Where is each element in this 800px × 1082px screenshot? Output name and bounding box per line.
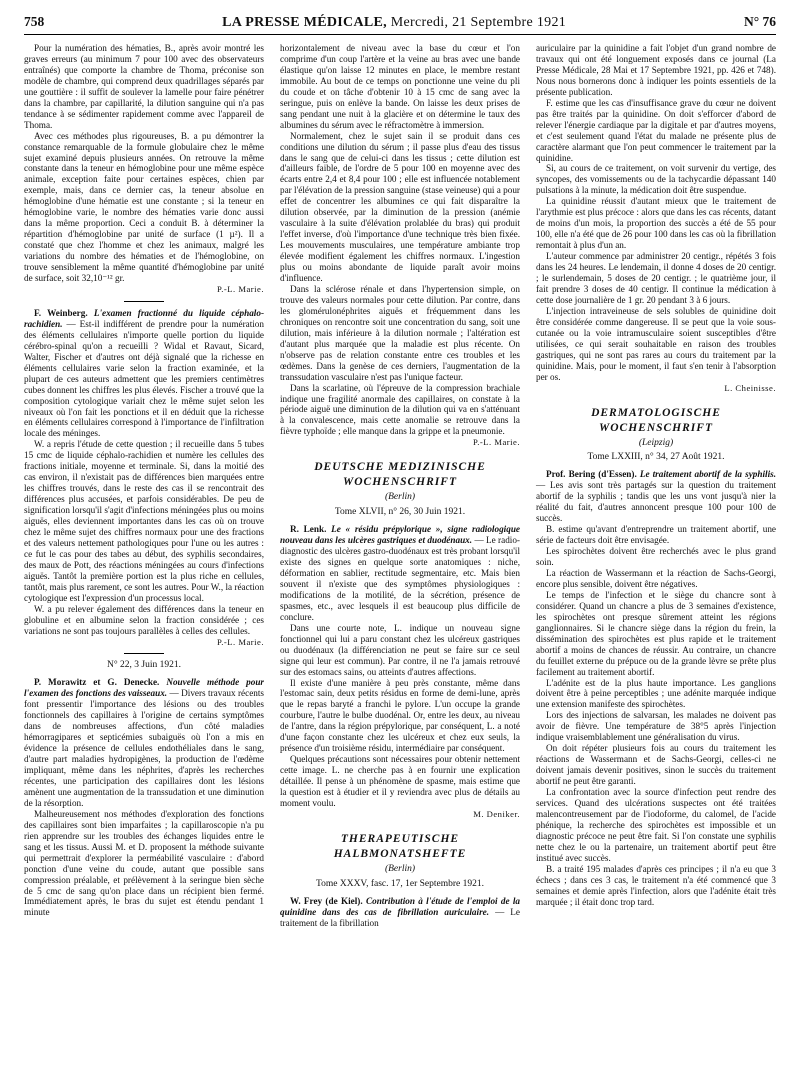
paragraph: La confrontation avec la source d'infection peut rendre des services. Quand des ulcérations suspectes ont été traitées malencontreusement par de l'iodoforme, du calomel, de l'acide phénique, la recherche des spirochètes est impossible et un diagnostic précoce ne peut être fait. Si l'on constate une syphilis nette chez le ou la partenaire, un traitement abortif peut être institué avec succès. — [536, 787, 776, 863]
paragraph: On doit répéter plusieurs fois au cours du traitement les réactions de Wassermann et de Sachs-Georgi, celles-ci ne doivent jamais devenir positives, sinon le succès du traitement abortif ne peut être garanti. — [536, 743, 776, 787]
journal-name: LA PRESSE MÉDICALE — [222, 15, 384, 30]
paragraph: Les spirochètes doivent être recherchés avec le plus grand soin. — [536, 546, 776, 568]
paragraph: W. a repris l'étude de cette question ; il recueille dans 5 tubes 15 cmc de liquide céphalo-rachidien et numère les cellules des fractions initiale, moyenne et terminale. Si, dans la moitié des cas environ, il n'existait pas de différences bien marquées entre les chiffres trouvés, dans le reste des cas il se rencontrait des différences plus accusées, et parfois considérables. De peu de signification lorsqu'il s'agit d'infections méningées plus ou moins aiguës, elles deviennent importantes dans les cas où on trouve chez le même sujet des chiffres normaux pour une des fractions et des valeurs nettement pathologiques pour l'une ou les autres : ce fut le cas pour des tabes au début, des syphilis secondaires, des maux de Pott, des réactions méningées au cours d'infections aiguës. Tantôt la première portion est la plus riche en cellules, tantôt, mais plus rarement, ce sont les autres. Pour W., la réaction cytologique est l'expression d'un processus local. — [24, 439, 264, 603]
section-city: (Leipzig) — [638, 437, 674, 448]
paragraph: W. a pu relever également des différences dans la teneur en globuline et en albumine selon la fraction considérée ; ces variations ne sont pas toujours parallèles à celles des cellules. — [24, 603, 264, 636]
paragraph: B. a traité 195 malades d'après ces principes ; il n'a eu que 3 échecs ; dans ces 3 cas, le traitement n'a été commencé que 3 semaines et demie après l'infection, alors que l'adénite était très marquée ; il était donc trop tard. — [536, 863, 776, 907]
journal-title: LA PRESSE MÉDICALE, Mercredi, 21 Septembre 1921 — [222, 15, 567, 30]
paragraph: Dans la sclérose rénale et dans l'hypertension simple, on trouve des valeurs normales pour cette dilution. Par contre, dans les glomérulonéphrites aiguës et fréquemment dans les chroniques on rencontre soit une concentration du sang, soit une dilution, mais inférieure à la dilution normale ; l'altération est d'autant plus marquée que la maladie est plus récente. On n'observe pas de relation constante entre ces troubles et les œdèmes. Dans la genèse de ces derniers, l'augmentation de la transsudation vasculaire n'est pas l'unique facteur. — [280, 283, 520, 382]
article-title: Le « résidu prépylorique », signe radiologique nouveau dans les ulcères gastriques et duodénaux. — [280, 524, 521, 546]
section-heading: THERAPEUTISCHE HALBMONATSHEFTE — [333, 832, 467, 860]
article-title: Contribution à l'étude de l'emploi de la quinidine dans des cas de fibrillation auriculaire. — [280, 895, 520, 917]
abstract-frey — [280, 896, 520, 929]
abstract-text: — Le traitement de la fibrillation — [280, 906, 520, 928]
section-heading: DEUTSCHE MEDIZINISCHE WOCHENSCHRIFT — [314, 461, 486, 489]
signature: P.-L. Marie. — [216, 283, 264, 294]
paragraph: La quinidine réussit d'autant mieux que le traitement de l'arythmie est plus précoce : alors que dans les cas récents, datant de moins d'un mois, la proportion des succès a été de 55 pour 100, elle n'a été que de 26 pour 100 dans les cas où la fibrillation remontait à plus d'un an. — [536, 196, 776, 251]
abstract-morawitz — [24, 677, 264, 808]
paragraph: Quelques précautions sont nécessaires pour obtenir nettement cette image. L. ne cherche pas à en fournir une explication détaillée. Il pense à un phénomène de spasme, mais estime que la question est à étudier et il y reviendra avec plus de détails au moment voulu. — [280, 754, 520, 808]
issue-line: N° 22, 3 Juin 1921. — [107, 660, 181, 671]
abstract-bering — [536, 469, 776, 524]
paragraph: Dans une courte note, L. indique un nouveau signe fonctionnel qui lui a paru constant chez les ulcéreux gastriques ou duodénaux (la différenciation ne peut se faire sur ce seul signe qui leur est commun). Par contre, il ne l'a jamais retrouvé sur des estomacs sains, ou atteints d'autres affections. — [280, 622, 520, 677]
abstract-text: — Les avis sont très partagés sur la question du traitement abortif de la syphilis ; tandis que les uns vont jusqu'à nier la réalité du fait, d'autres annoncent presque 100 pour 100 de succès. — [536, 480, 776, 524]
paragraph: L'auteur commence par administrer 20 centigr., répétés 3 fois dans les 24 heures. Le lendemain, il donne 4 doses de 20 centigr. ; le surlendemain, 5 doses de 20 centigr. ; le quatrième jour, il fait prendre 3 doses de 40 centigr. Il continue la médication à cette dose journalière de 1 gr. 20 pendant 3 à 6 jours. — [536, 251, 776, 305]
section-heading: DERMATOLOGISCHE WOCHENSCHRIFT — [591, 406, 721, 434]
abstract-text: — Divers travaux récents font pressentir l'importance des lésions ou des troubles fonctionnels des capillaires à l'origine de certains symptômes dans de nombreuses affections, d'un côté maladies hémorragipares et septicémies subaiguës où l'on a mis en évidence la présence de cellules endothéliales dans le sang, d'autre part maladies hydropigènes, la production de l'œdème impliquant, même dans les néphrites, d'après les recherches récentes, une participation des capillaires dont les lésions amènent une augmentation de la transsudation et une diminution de la résorption. — [24, 688, 265, 808]
paragraph: horizontalement de niveau avec la base du cœur et l'on comprime d'un coup l'artère et la veine au bras avec une bande élastique qu'on laisse 12 minutes en place, le membre restant immobile. Au bout de ce temps on ponctionne une veine du pli du coude et on tâche d'obtenir 10 à 15 cmc de sang avec la seringue, puis on enlève la bande. On laisse les deux prises de sang pendant une nuit à la glacière et on détermine le taux des albumines du sérum avec le réfractomètre à immersion. — [280, 43, 520, 130]
paragraph: auriculaire par la quinidine a fait l'objet d'un grand nombre de travaux qui ont été longuement exposés dans ce journal (La Presse Médicale, 28 Mai et 17 Septembre 1921, pp. 426 et 748). Nous nous bornerons donc à indiquer les points essentiels de la présente publication. — [536, 43, 776, 97]
paragraph: Avec ces méthodes plus rigoureuses, B. a pu démontrer la constance remarquable de la formule globulaire chez le même sujet examiné depuis plusieurs années. On retrouve la même constante dans la teneur en hémoglobine pour une même espèce animale, exception faite pour certaines espèces, chien par exemple, mais, dans ce dernier cas, la teneur absolue en hémoglobine d'une hématie est une constante ; si la teneur en hémoglobine varie, le nombre des hématies varie donc aussi dans la même proportion. Ceci a conduit B. à déterminer la répartition d'hémoglobine par unité de surface (1 µ²). Il a constaté que chez l'homme et chez les animaux, malgré les variations du nombre des hématies et de l'hémoglobine, on trouve sensiblement la même quantité d'hémoglobine par unité de surface, soit 32,10⁻¹² gr. — [24, 130, 264, 284]
article-title: Nouvelle méthode pour l'examen des fonctions des vaisseaux. — [24, 677, 265, 699]
section-city: (Berlin) — [384, 863, 416, 874]
signature: M. Deniker. — [473, 808, 520, 819]
paragraph: Dans la scarlatine, où l'épreuve de la compression brachiale indique une fragilité anormale des capillaires, on constate à la période aiguë une diminution de la dilution qui va en s'atténuant à la convalescence, mais cette anomalie se retrouve dans la fièvre typhoïde ; elle manque dans la grippe et la pneumonie. — [280, 382, 520, 437]
divider — [124, 301, 164, 302]
column-2 — [280, 43, 520, 929]
paragraph: Malheureusement nos méthodes d'exploration des fonctions des capillaires sont bien imparfaites ; la capillaroscopie n'a pu rien apprendre sur les troubles des échanges liquides entre le sang et les tissus. Aussi M. et D. proposent la méthode suivante qui permettrait d'explorer la perméabilité vasculaire : d'abord ponction d'une veine du coude, autant que possible sans compression préalable, et prélèvement à la seringue bien sèche de 5 cmc de sang qu'on place dans un récipient bien fermé. Immédiatement après, le bras du sujet est étendu pendant 1 minute — [24, 808, 264, 918]
issue-number: N° 76 — [743, 14, 776, 29]
signature: L. Cheinisse. — [724, 382, 776, 393]
signature: P.-L. Marie. — [216, 636, 264, 647]
paragraph: Pour la numération des hématies, B., après avoir montré les graves erreurs (au minimum 7 pour 100 avec des observateurs entraînés) que comporte la chambre de Thoma, préconise son modèle de chambre, qui comprend deux quadrillages séparés par une gouttière : il suffit de soulever la lamelle pour faire pénétrer dans la chambre, par capillarité, la dilution sanguine qui n'a pas tendance à se sédimenter rapidement comme avec l'appareil de Thoma. — [24, 43, 264, 130]
paragraph: La réaction de Wassermann et la réaction de Sachs-Georgi, encore plus sensible, doivent être négatives. — [536, 567, 776, 589]
abstract-text: — Est-il indifférent de prendre pour la numération des éléments cellulaires n'importe quelle portion du liquide cérébro-spinal qu'on a recueilli ? Widal et Ravaut, Sicard, Walter, Fischer et d'autres ont déjà signalé que la richesse en éléments cellulaires varie selon la fraction examinée, et la plupart de ces auteurs admettent que les premiers centimètres cubes donnent les chiffres les plus élevés. Fischer a trouvé que la composition cytologique variait chez le même sujet selon les niveaux où l'on fait les ponctions et il en déduit que la richesse en éléments cellulaires correspond à l'importance de l'infiltration locale des méninges. — [24, 318, 264, 439]
author: R. Lenk. — [290, 524, 327, 535]
article-title: Le traitement abortif de la syphilis. — [639, 469, 777, 480]
issue-date: Mercredi, 21 Septembre 1921 — [390, 15, 567, 30]
column-3 — [536, 43, 776, 929]
paragraph: F. estime que les cas d'insuffisance grave du cœur ne doivent pas être traités par la quinidine. On doit s'efforcer d'abord de relever l'énergie cardiaque par la digitale et par d'autres moyens, et c'est seulement quand l'état du malade ne présente plus de caractère alarmant que l'on peut commencer le traitement par la quinidine. — [536, 97, 776, 163]
abstract-lenk — [280, 524, 520, 623]
paragraph: Il existe d'une manière à peu près constante, même dans l'estomac sain, deux petits résidus en forme de demi-lune, après que le repas baryté a franchi le pylore. L'un occupe la grande courbure, l'autre le bulbe duodénal. Or, entre les deux, au niveau de l'antre, dans la région prépylorique, par conséquent, L. a noté d'une façon constante chez les ulcéreux et chez eux seuls, la présence d'un troisième résidu, intermédiaire par conséquent. — [280, 677, 520, 754]
abstract-weinberg — [24, 308, 264, 439]
author: P. Morawitz et G. Denecke. — [34, 677, 160, 688]
paragraph: Normalement, chez le sujet sain il se produit dans ces conditions une dilution du sérum ; il passe plus d'eau des tissus dans le sang que de celui-ci dans les tissus ; cette dilution est d'ailleurs faible, de l'ordre de 5 pour 100 en moyenne avec des écarts entre 2,4 et 8,4 pour 100 ; elle est influencée notablement par l'élévation de la pression sanguine (stase veineuse) qui a pour effet de concentrer les albumines ce qui fait disparaître la dilution observée, par la diminution de la pression (anémie vasculaire à la suite d'élévation prolablée du bras) qui produit l'effet inverse, d'où l'importance d'une technique très bien fixée. Les mouvements musculaires, une température ambiante trop élevée modifient également les chiffres normaux. L'ingestion plus ou moins abondante de liquide paraît avoir moins d'influence. — [280, 130, 520, 284]
issue-line: Tome XLVII, n° 26, 30 Juin 1921. — [334, 507, 466, 518]
issue-line: Tome LXXIII, n° 34, 27 Août 1921. — [587, 452, 725, 463]
paragraph: Si, au cours de ce traitement, on voit survenir du vertige, des syncopes, des vomissements ou de la tachycardie dépassant 140 pulsations à la minute, la médication doit être suspendue. — [536, 163, 776, 196]
column-1 — [24, 43, 264, 929]
article-title: L'examen fractionné du liquide céphalo-rachidien. — [24, 307, 265, 329]
divider — [124, 653, 164, 654]
paragraph: L'adénite est de la plus haute importance. Les ganglions doivent être à peine perceptibles ; une adénite marquée indique une extension manifeste des spirochètes. — [536, 677, 776, 710]
page-header — [24, 14, 776, 35]
columns — [24, 43, 776, 929]
issue-line: Tome XXXV, fasc. 17, 1er Septembre 1921. — [315, 878, 484, 889]
author: F. Weinberg. — [34, 307, 88, 318]
author: W. Frey (de Kiel). — [290, 895, 363, 906]
signature: P.-L. Marie. — [472, 437, 520, 448]
author: Prof. Bering (d'Essen). — [546, 469, 637, 480]
paragraph: Le temps de l'infection et le siège du chancre sont à considérer. Quand un chancre a plus de 3 semaines d'existence, les spirochètes ont presque sûrement atteint les régions ganglionnaires. Si le chancre siège dans la région du frein, la dissémination des spirochètes est plus rapide et le traitement abortif a moins de chances de réussir. Au contraire, un chancre du feuillet externe du prépuce ou de la grande lèvre se prête plus facilement au traitement abortif. — [536, 589, 776, 677]
abstract-text: — Le radio-diagnostic des ulcères gastro-duodénaux est très probant lorsqu'il existe des signes en quelque sorte anatomiques : niche, déformation en sablier, rectitude segmentaire, etc. Mais bien souvent il n'existe que des symptômes physiologiques : modifications de la motilité, de la sécrétion, présence de spasmes, etc., avec lesquels il est beaucoup plus difficile de conclure. — [280, 535, 520, 622]
paragraph: Lors des injections de salvarsan, les malades ne doivent pas avoir de fièvre. Une température de 38°5 après l'injection indique vraisemblablement une généralisation du virus. — [536, 710, 776, 743]
page-number: 758 — [24, 14, 45, 29]
paragraph: B. estime qu'avant d'entreprendre un traitement abortif, une série de facteurs doit être envisagée. — [536, 524, 776, 546]
section-city: (Berlin) — [384, 492, 416, 503]
paragraph: L'injection intraveineuse de sels solubles de quinidine doit être considérée comme dangereuse. Il se peut que la voie sous-cutanée ou la voie intramusculaire soient susceptibles d'être utilisées, ce qui serait souhaitable en raison des troubles gastriques, qui ne sont pas rares au cours du traitement par la quinidine. Mais, pour le moment, il faut s'en tenir à l'absorption per os. — [536, 305, 776, 382]
